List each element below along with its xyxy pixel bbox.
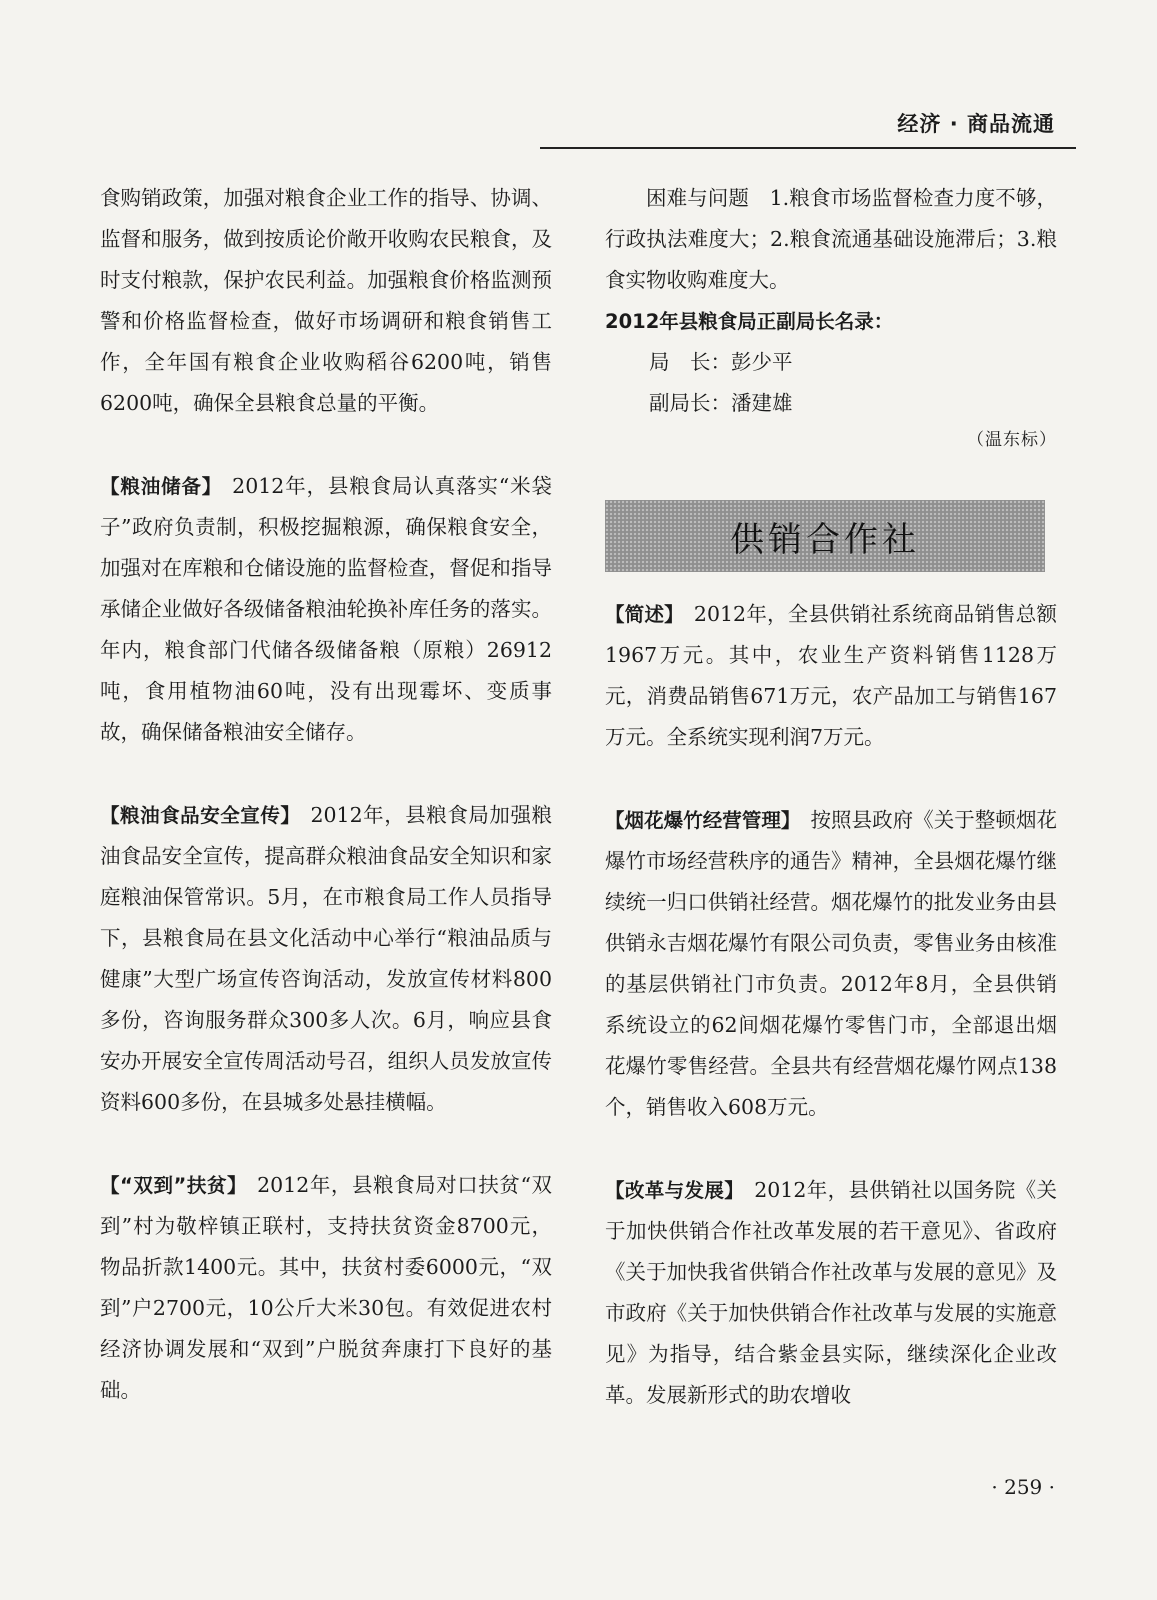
- running-header: 经济 · 商品流通: [897, 112, 1055, 136]
- reform-text: 2012年，县供销社以国务院《关于加快供销合作社改革发展的若干意见》、省政府《关于加快我省供销合作社改革与发展的意见》及市政府《关于加快供销合作社改革与发展的实施意见》为指导，结合紫金县实际，继续深化企业改革。发展新形式的助农增收: [605, 1178, 1057, 1407]
- fireworks-heading: 【烟花爆竹经营管理】: [605, 809, 801, 832]
- header-rule: [540, 147, 1076, 149]
- poverty-aid-heading: 【“双到”扶贫】: [100, 1174, 248, 1197]
- food-safety-section: [100, 795, 552, 1123]
- right-column: [605, 178, 1057, 1416]
- section-banner: 供销合作社: [605, 500, 1045, 572]
- overview-heading: 【简述】: [605, 603, 684, 626]
- overview-text: 2012年，全县供销社系统商品销售总额1967万元。其中，农业生产资料销售1128万元，消费品销售671万元，农产品加工与销售167万元。全系统实现利润7万元。: [605, 602, 1057, 749]
- fireworks-section: [605, 800, 1057, 1128]
- grain-reserve-section: [100, 466, 552, 753]
- food-safety-text: 2012年，县粮食局加强粮油食品安全宣传，提高群众粮油食品安全知识和家庭粮油保管常识。5月，在市粮食局工作人员指导下，县粮食局在县文化活动中心举行“粮油品质与健康”大型广场宣传咨询活动，发放宣传材料800多份，咨询服务群众300多人次。6月，响应县食安办开展安全宣传周活动号召，组织人员发放宣传资料600多份，在县城多处悬挂横幅。: [100, 803, 552, 1114]
- food-safety-heading: 【粮油食品安全宣传】: [100, 804, 301, 827]
- poverty-aid-section: [100, 1165, 552, 1411]
- director-entry: 局 长：彭少平: [649, 350, 793, 374]
- page-number: · 259 ·: [991, 1475, 1055, 1499]
- fireworks-text: 按照县政府《关于整顿烟花爆竹市场经营秩序的通告》精神，全县烟花爆竹继续统一归口供销社经营。烟花爆竹的批发业务由县供销永吉烟花爆竹有限公司负责，零售业务由核准的基层供销社门市负责。2012年8月，全县供销系统设立的62间烟花爆竹零售门市，全部退出烟花爆竹零售经营。全县共有经营烟花爆竹网点138个，销售收入608万元。: [605, 808, 1057, 1119]
- problems-paragraph: 困难与问题 1.粮食市场监督检查力度不够，行政执法难度大；2.粮食流通基础设施滞后；3.粮食实物收购难度大。: [605, 186, 1057, 292]
- overview-section: [605, 594, 1057, 758]
- roster-title: 2012年县粮食局正副局长名录：: [605, 310, 894, 333]
- grain-reserve-text: 2012年，县粮食局认真落实“米袋子”政府负责制，积极挖掘粮源，确保粮食安全，加强对在库粮和仓储设施的监督检查，督促和指导承储企业做好各级储备粮油轮换补库任务的落实。年内，粮食部门代储各级储备粮（原粮）26912吨，食用植物油60吨，没有出现霉坏、变质事故，确保储备粮油安全储存。: [100, 474, 552, 744]
- left-intro-paragraph: 食购销政策，加强对粮食企业工作的指导、协调、监督和服务，做到按质论价敞开收购农民粮食，及时支付粮款，保护农民利益。加强粮食价格监测预警和价格监督检查，做好市场调研和粮食销售工作，全年国有粮食企业收购稻谷6200吨，销售6200吨，确保全县粮食总量的平衡。: [100, 186, 552, 415]
- left-column: [100, 178, 552, 1411]
- grain-reserve-heading: 【粮油储备】: [100, 475, 223, 498]
- reform-heading: 【改革与发展】: [605, 1179, 745, 1202]
- poverty-aid-text: 2012年，县粮食局对口扶贫“双到”村为敬梓镇正联村，支持扶贫资金8700元，物品折款1400元。其中，扶贫村委6000元，“双到”户2700元，10公斤大米30包。有效促进农村经济协调发展和“双到”户脱贫奔康打下良好的基础。: [100, 1173, 552, 1402]
- author-credit: （温东标）: [967, 430, 1057, 450]
- deputy-entry: 副局长：潘建雄: [649, 391, 793, 415]
- reform-section: [605, 1170, 1057, 1416]
